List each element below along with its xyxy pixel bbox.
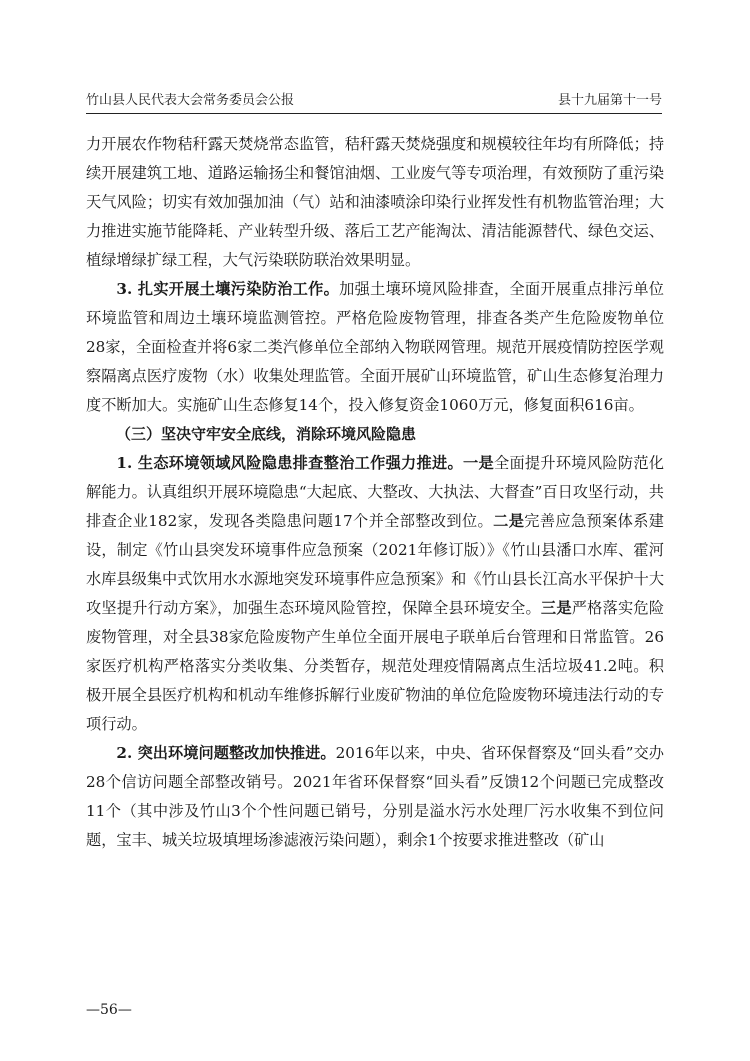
paragraph-text: 完善应急预案体系建设，制定《竹山县突发环境事件应急预案（2021年修订版）》《竹山县潘口水库、霍河水库县级集中式饮用水水源地突发环境事件应急预案》和《竹山县长江高水平保护十大攻坚提升行动方案》，加强生态环境风险管控，保障全县环境安全。 xyxy=(86,512,664,617)
document-body xyxy=(86,130,664,855)
header-issue: 县十九届第十一号 xyxy=(557,93,662,108)
paragraph-text: 加强土壤环境风险排查，全面开展重点排污单位环境监管和周边土壤环境监测管控。严格危险废物管理，排查各类产生危险废物单位28家，全面检查并将6家二类汽修单位全部纳入物联网管理。规范开展疫情防控医学观察隔离点医疗废物（水）收集处理监管。全面开展矿山环境监管，矿山生态修复治理力度不断加大。实施矿山生态修复14个，投入修复资金1060万元，修复面积616亩。 xyxy=(86,280,664,414)
paragraph-heading: 2. 突出环境问题整改加快推进。 xyxy=(116,744,336,762)
header-title: 竹山县人民代表大会常务委员会公报 xyxy=(86,93,295,108)
page-header xyxy=(86,86,662,114)
paragraph xyxy=(86,275,664,420)
paragraph xyxy=(86,449,664,739)
paragraph-text: 严格落实危险废物管理，对全县38家危险废物产生单位全面开展电子联单后台管理和日常监管。26家医疗机构严格落实分类收集、分类暂存，规范处理疫情隔离点生活垃圾41.2吨。积极开展全县医疗机构和机动车维修拆解行业废矿物油的单位危险废物环境违法行动的专项行动。 xyxy=(86,599,665,733)
paragraph-heading: 3. 扎实开展土壤污染防治工作。 xyxy=(116,280,340,298)
page-number: —56— xyxy=(86,1002,132,1018)
paragraph-text: 2016年以来，中央、省环保督察及“回头看”交办28个信访问题全部整改销号。2021年省环保督察“回头看”反馈12个问题已完成整改11个（其中涉及竹山3个个性问题已销号，分别是溢水污水处理厂污水收集不到位问题，宝丰、城关垃圾填埋场渗滤液污染问题），剩余1个按要求推进整改（矿山 xyxy=(86,744,664,849)
keyword: 三是 xyxy=(540,599,572,617)
paragraph xyxy=(86,739,664,855)
section-heading: （三）坚决守牢安全底线，消除环境风险隐患 xyxy=(116,425,417,443)
paragraph-heading: 1. 生态环境领域风险隐患排查整治工作强力推进。 xyxy=(116,454,463,472)
keyword: 二是 xyxy=(493,512,525,530)
paragraph: 力开展农作物秸秆露天焚烧常态监管，秸秆露天焚烧强度和规模较往年均有所降低；持续开展建筑工地、道路运输扬尘和餐馆油烟、工业废气等专项治理，有效预防了重污染天气风险；切实有效加强加油（气）站和油漆喷涂印染行业挥发性有机物监管治理；大力推进实施节能降耗、产业转型升级、落后工艺产能淘汰、清洁能源替代、绿色交运、植绿增绿扩绿工程，大气污染联防联治效果明显。 xyxy=(86,135,664,269)
keyword: 一是 xyxy=(463,454,494,472)
paragraph-text: 全面提升环境风险防范化解能力。认真组织开展环境隐患“大起底、大整改、大执法、大督查”百日攻坚行动，共排查企业182家，发现各类隐患问题17个并全部整改到位。 xyxy=(86,454,664,530)
